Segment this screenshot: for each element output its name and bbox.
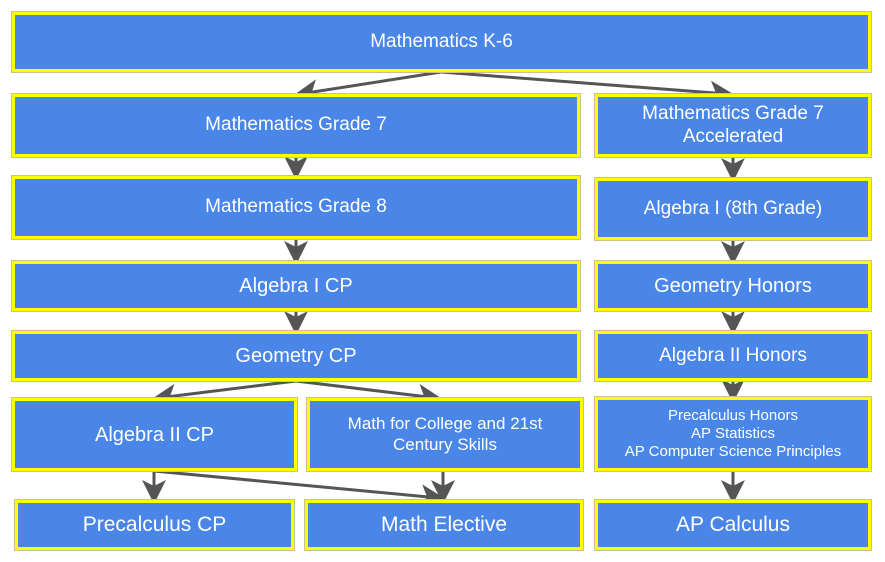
node-label: Math Elective	[380, 513, 508, 537]
node-label: Mathematics K-6	[370, 30, 513, 52]
node-math-for-college-21st-century	[307, 398, 583, 471]
node-geometry-honors	[595, 261, 871, 311]
node-label: Algebra I (8th Grade)	[643, 197, 823, 219]
arrow-algebra2-cp-to-math-elective	[154, 471, 439, 498]
node-label-line-1: Mathematics Grade 7	[642, 102, 824, 124]
node-label-line-1: Precalculus Honors	[667, 407, 799, 424]
node-label-line-3: AP Computer Science Principles	[624, 443, 842, 460]
node-label: Algebra I CP	[239, 275, 353, 297]
node-label-line-1: Math for College and 21st	[347, 414, 543, 434]
node-label-line-2: AP Statistics	[691, 425, 775, 442]
node-math-elective	[305, 500, 583, 550]
node-precalculus-cp	[15, 500, 294, 550]
arrow-k6-to-grade7-accelerated	[441, 72, 728, 94]
node-label-line-2: Accelerated	[682, 125, 784, 147]
node-label-line-2: Century Skills	[393, 434, 497, 454]
arrow-geometry-cp-to-algebra2-cp	[158, 381, 296, 398]
node-algebra-1-8th-grade	[595, 178, 871, 240]
arrow-geometry-cp-to-math-college	[296, 381, 436, 398]
node-mathematics-grade-7	[12, 94, 580, 157]
node-mathematics-grade-8	[12, 176, 580, 239]
node-algebra-2-cp	[12, 398, 297, 471]
node-label: Mathematics Grade 7	[205, 114, 387, 136]
node-geometry-cp	[12, 331, 580, 381]
node-label: Precalculus CP	[82, 513, 227, 537]
node-precalculus-honors-ap-group	[595, 397, 871, 471]
node-mathematics-grade-7-accelerated	[595, 94, 871, 157]
node-label: AP Calculus	[675, 513, 790, 537]
node-label: Geometry Honors	[654, 275, 812, 297]
arrow-k6-to-grade7	[300, 72, 441, 94]
node-mathematics-k6	[12, 12, 871, 72]
node-label: Algebra II Honors	[659, 344, 807, 366]
node-algebra-1-cp	[12, 261, 580, 311]
node-label: Geometry CP	[235, 345, 357, 367]
node-algebra-2-honors	[595, 331, 871, 381]
node-label: Algebra II CP	[95, 423, 214, 446]
node-label: Mathematics Grade 8	[205, 196, 387, 218]
node-ap-calculus	[595, 500, 871, 550]
